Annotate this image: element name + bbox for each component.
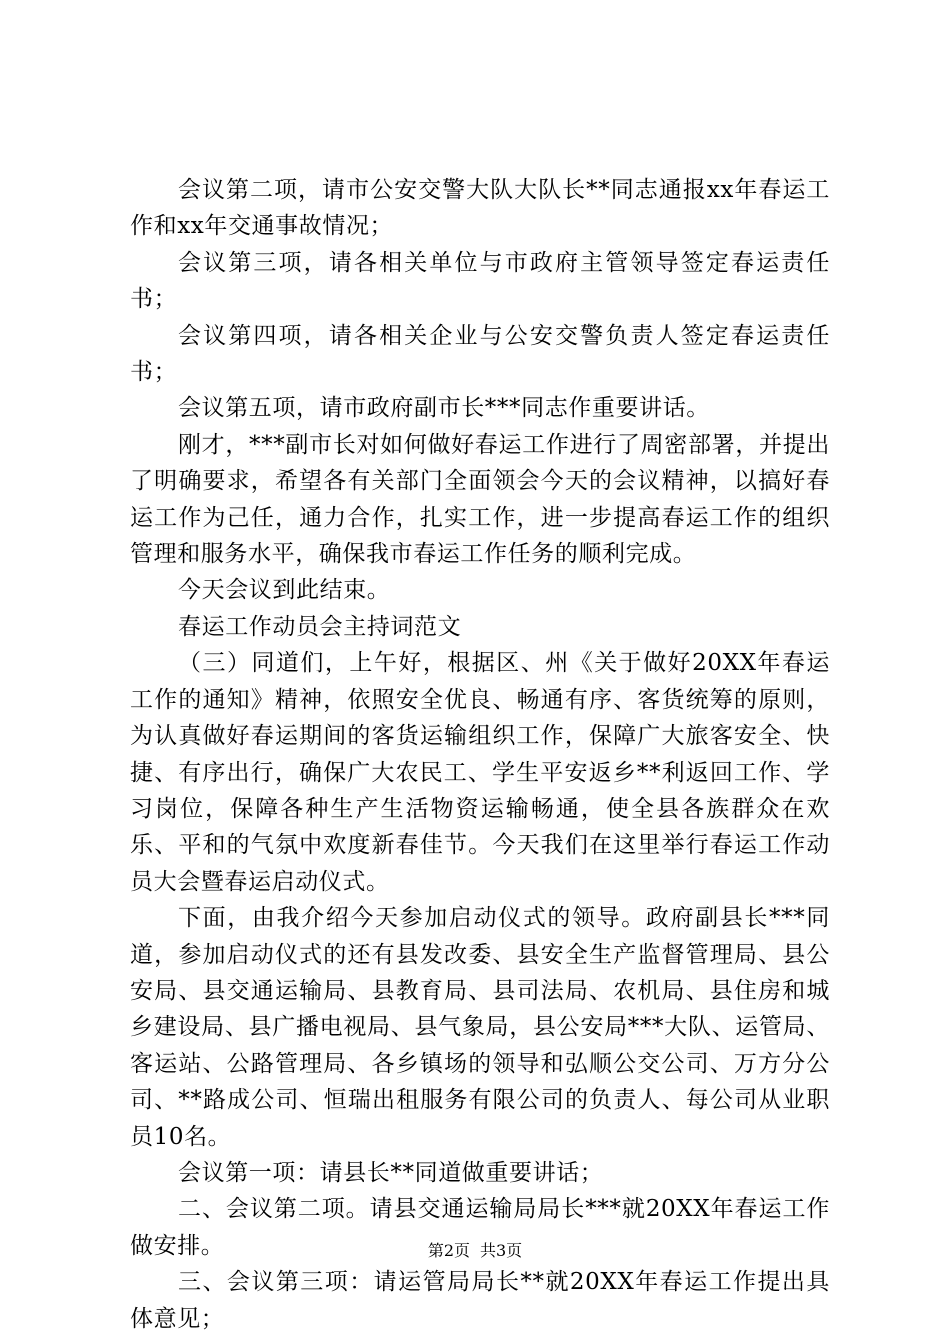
paragraph: 会议第三项，请各相关单位与市政府主管领导签定春运责任书； [130, 249, 830, 313]
paragraph: 会议第二项，请市公安交警大队大队长**同志通报xx年春运工作和xx年交通事故情况； [130, 177, 830, 240]
page-number: 第2页 [427, 1241, 470, 1260]
paragraph: （三）同道们，上午好，根据区、州《关于做好20XX年春运工作的通知》精神，依照安全优良、畅通有序、客货统筹的原则，为认真做好春运期间的客货运输组织工作，保障广大旅客安全、快捷、有序出行，确保广大农民工、学生平安返乡**利返回工作、学习岗位，保障各种生产生活物资运输畅通，使全县各族群众在欢乐、平和的气氛中欢度新春佳节。今天我们在这里举行春运工作动员大会暨春运启动仪式。 [130, 650, 830, 895]
section-heading: 春运工作动员会主持词范文 [178, 613, 462, 640]
paragraph: 二、会议第二项。请县交通运输局局长***就20XX年春运工作做安排。 [130, 1196, 830, 1259]
document-body [130, 172, 830, 1337]
page-total: 共3页 [480, 1241, 523, 1260]
paragraph: 会议第四项，请各相关企业与公安交警负责人签定春运责任书； [130, 322, 830, 386]
paragraph: 会议第一项：请县长**同道做重要讲话； [178, 1159, 604, 1186]
paragraph: 下面，由我介绍今天参加启动仪式的领导。政府副县长***同道，参加启动仪式的还有县发改委、县安全生产监督管理局、县公安局、县交通运输局、县教育局、县司法局、农机局、县住房和城乡建设局、县广播电视局、县气象局，县公安局***大队、运管局、客运站、公路管理局、各乡镇场的领导和弘顺公交公司、万方分公司、**路成公司、恒瑞出租服务有限公司的负责人、每公司从业职员10名。 [130, 905, 830, 1150]
paragraph: 今天会议到此结束。 [178, 577, 391, 604]
paragraph: 三、会议第三项：请运管局局长**就20XX年春运工作提出具体意见； [130, 1269, 830, 1332]
paragraph: 刚才，***副市长对如何做好春运工作进行了周密部署，并提出了明确要求，希望各有关部门全面领会今天的会议精神，以搞好春运工作为己任，通力合作，扎实工作，进一步提高春运工作的组织管理和服务水平，确保我市春运工作任务的顺利完成。 [130, 431, 830, 568]
page-footer [0, 1240, 950, 1262]
paragraph: 会议第五项，请市政府副市长***同志作重要讲话。 [178, 395, 710, 422]
